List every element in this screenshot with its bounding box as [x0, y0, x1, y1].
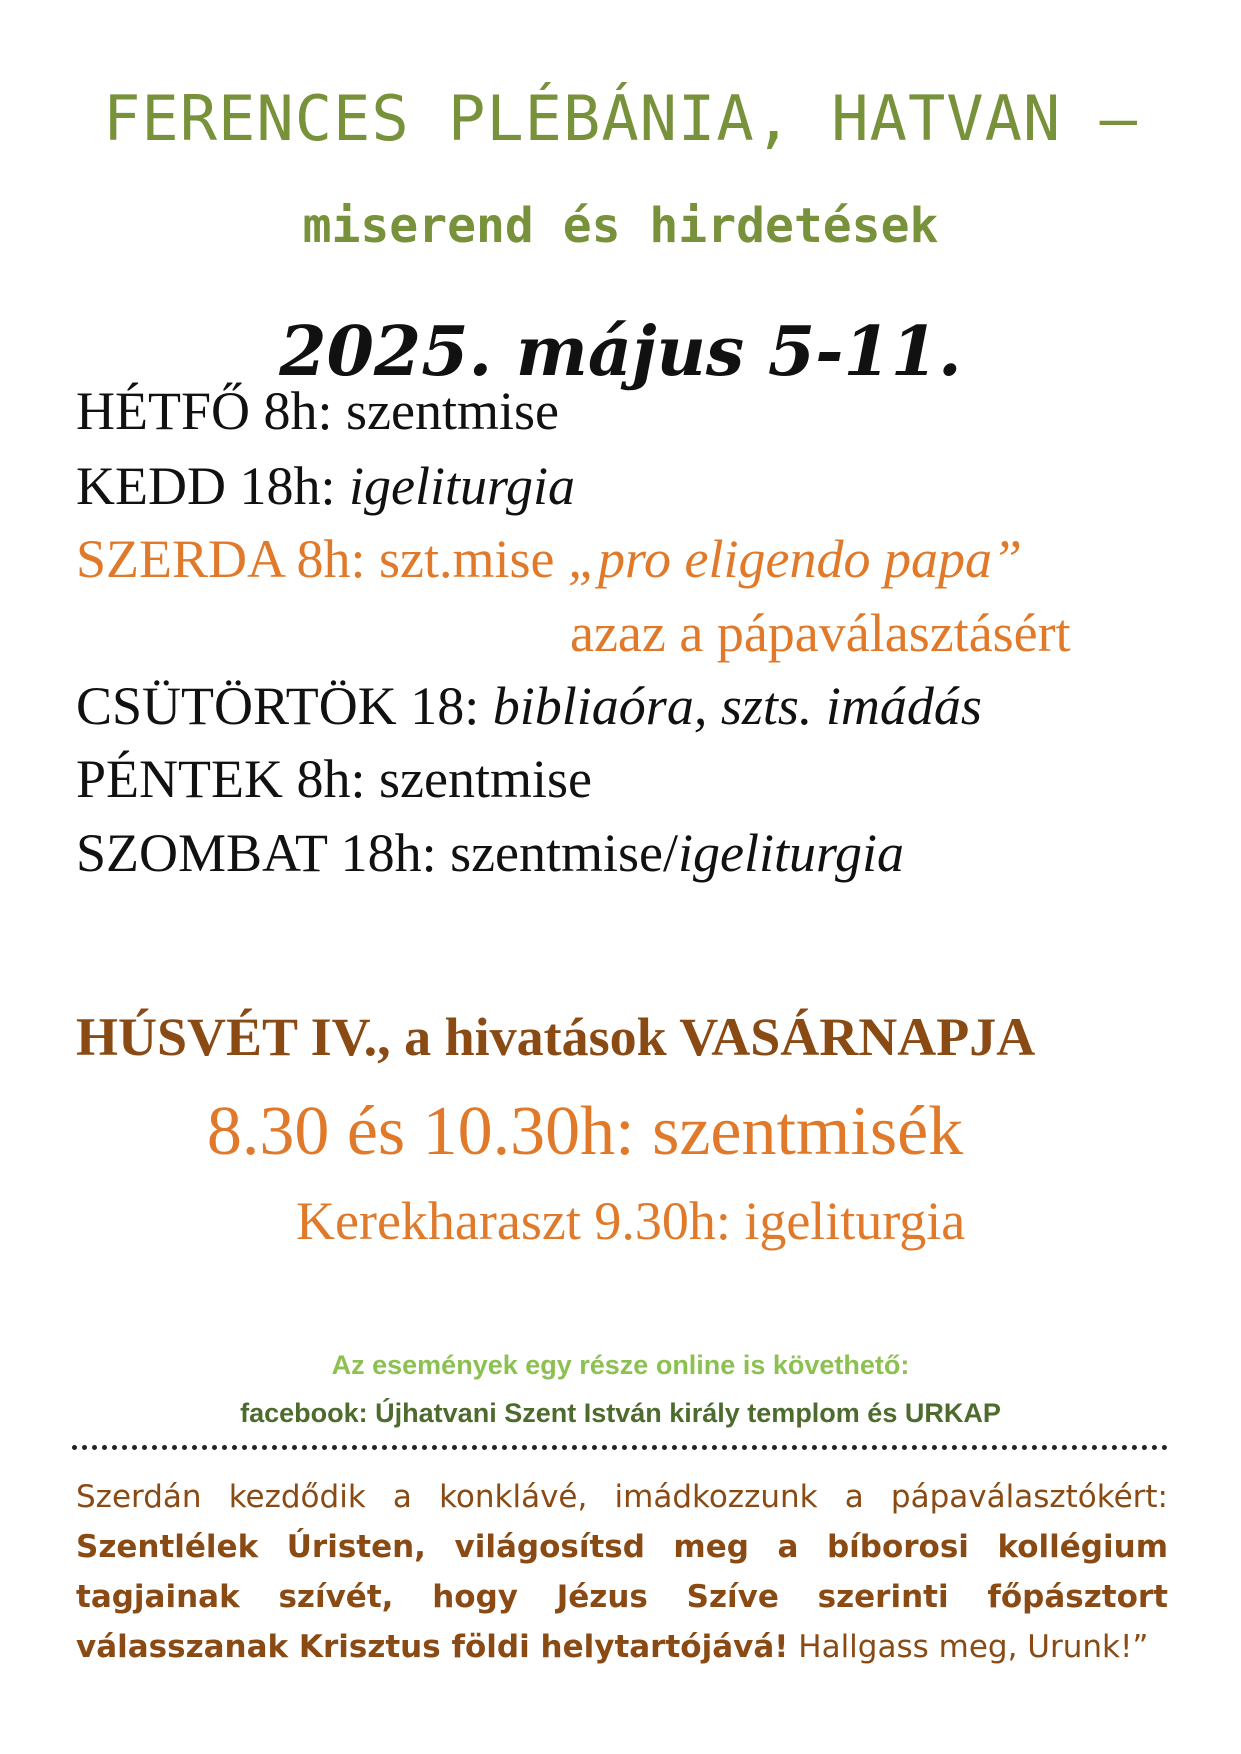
announcement-closing: Hallgass meg, Urunk!”	[798, 1629, 1149, 1665]
page-subtitle: miserend és hirdetések	[302, 198, 939, 254]
announcement-prayer: Szentlélek Úristen, világosítsd meg a bíborosi kollégium tagjainak szívét, hogy Jézus Szíve szerinti főpásztort válasszanak Krisztus földi helytartójává!	[76, 1529, 1168, 1665]
kerekharaszt-liturgy: Kerekharaszt 9.30h: igeliturgia	[296, 1191, 966, 1251]
schedule-row-saturday	[76, 822, 904, 884]
day-label: CSÜTÖRTÖK 18:	[76, 676, 480, 736]
sunday-title-part1: HÚSVÉT IV.	[76, 1007, 378, 1067]
day-label: SZOMBAT 18h: szentmise/	[76, 823, 679, 883]
schedule-row-thursday	[76, 675, 982, 737]
schedule-row-tuesday	[76, 455, 575, 517]
day-label: PÉNTEK 8h:	[76, 749, 366, 809]
day-label: HÉTFŐ 8h:	[76, 381, 333, 441]
facebook-link[interactable]: facebook: Újhatvani Szent István király templom és URKAP	[240, 1398, 1001, 1428]
schedule-wednesday-note: azaz a pápaválasztásért	[570, 603, 1071, 663]
schedule-row-wednesday	[76, 528, 1022, 590]
online-notice: Az események egy része online is követhető:	[331, 1350, 910, 1380]
event-label: igeliturgia	[348, 456, 575, 516]
sunday-title	[76, 1006, 1035, 1068]
day-label: SZERDA 8h: szt.mise	[76, 529, 555, 589]
event-label: „pro eligendo papa”	[568, 529, 1023, 589]
event-label: szentmise	[379, 749, 592, 809]
dotted-divider	[72, 1445, 1168, 1450]
page-title: FERENCES PLÉBÁNIA, HATVAN –	[103, 82, 1138, 155]
day-label: KEDD 18h:	[76, 456, 336, 516]
sunday-masses: 8.30 és 10.30h: szentmisék	[206, 1093, 964, 1170]
week-date: 2025. május 5-11.	[279, 312, 962, 392]
event-label: szentmise	[346, 381, 559, 441]
announcement-paragraph	[76, 1472, 1168, 1672]
announcement-intro: Szerdán kezdődik a konklávé, imádkozzunk a pápaválasztókért:	[76, 1479, 1168, 1515]
schedule-row-monday	[76, 380, 559, 442]
sunday-title-part2: , a hivatások VASÁRNAPJA	[377, 1007, 1036, 1067]
event-label: igeliturgia	[678, 823, 905, 883]
schedule-row-friday	[76, 748, 592, 810]
event-label: bibliaóra, szts. imádás	[492, 676, 982, 736]
